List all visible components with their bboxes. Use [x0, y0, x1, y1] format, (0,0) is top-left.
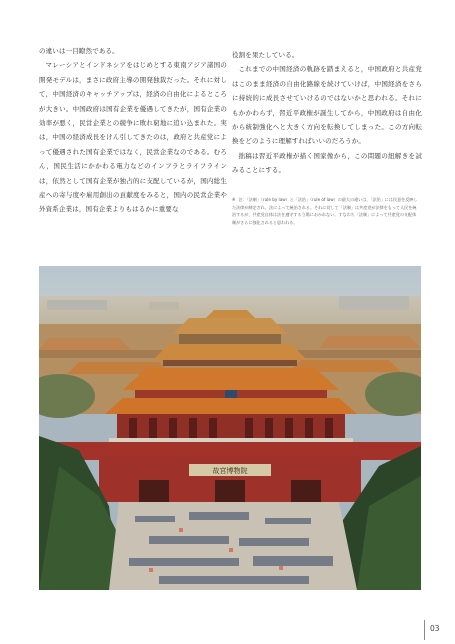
footnote-marker: ※ [232, 197, 236, 202]
paragraph: 拙稿は習近平政権が描く国家像から，この問題の紐解きを試みることにする。 [232, 151, 422, 175]
main-hall [105, 368, 357, 444]
page-number: 03 [430, 624, 440, 633]
paragraph: の違いは一目瞭然である。 [39, 47, 119, 55]
gate-sign: 故宮博物院 [212, 467, 248, 475]
footnote-text: 注：「法制」（rule by law）と「法治」（rule of law）の最大の違いは，「法治」には民意を反映した法律が制定され，法によって統治される。それに対して「法制」は共産党が法律をもって人民を統治するが，共産党自体は法を遵守する立場におかれない。すなわち「法制」によって共産党の支配体制がさらに強化されると思われる。 [232, 197, 418, 225]
footnote [232, 196, 420, 226]
paragraph: これまでの中国経済の軌跡を踏まえると，中国政府と共産党はこのまま経済の自由化路線を続けていけば，中国経済をさらに持続的に成長させていけるのではないかと思われる。それにもかかわらず，習近平政権が誕生してから，中国政府は自由化から統制強化へと大きく方向を転換してしまった。この方向転換をどのように理解すればいいのだろうか。 [232, 65, 422, 146]
body-text-left-column [39, 44, 227, 217]
paragraph: 役割を果たしている。 [232, 51, 299, 59]
body-text-right-column [232, 48, 422, 178]
courtyard-crowd [109, 502, 357, 590]
paragraph: マレーシアとインドネシアをはじめとする東南アジア諸国の開発モデルは，まさに政府主導の開発独裁だった。それに対して，中国経済のキャッチアップは，経済の自由化によるところが大きい。中国政府は国有企業を優遇してきたが，国有企業の効率が悪く，民営企業との競争に敗れ窮地に追い込まれた。実は，中国の経済成長をけん引してきたのは，政府と共産党によって優遇された国有企業ではなく，民営企業なのである。むろん，国民生活にかかわる電力などのインフラとライフラインは，依然として国有企業が独占的に支配しているが，国内総生産への寄与度や雇用創出の貢献度をみると，国内の民営企業や外資系企業は，国有企業よりもはるかに重要な [39, 61, 227, 214]
folio-divider [424, 620, 425, 640]
forbidden-city-photo [39, 266, 421, 590]
